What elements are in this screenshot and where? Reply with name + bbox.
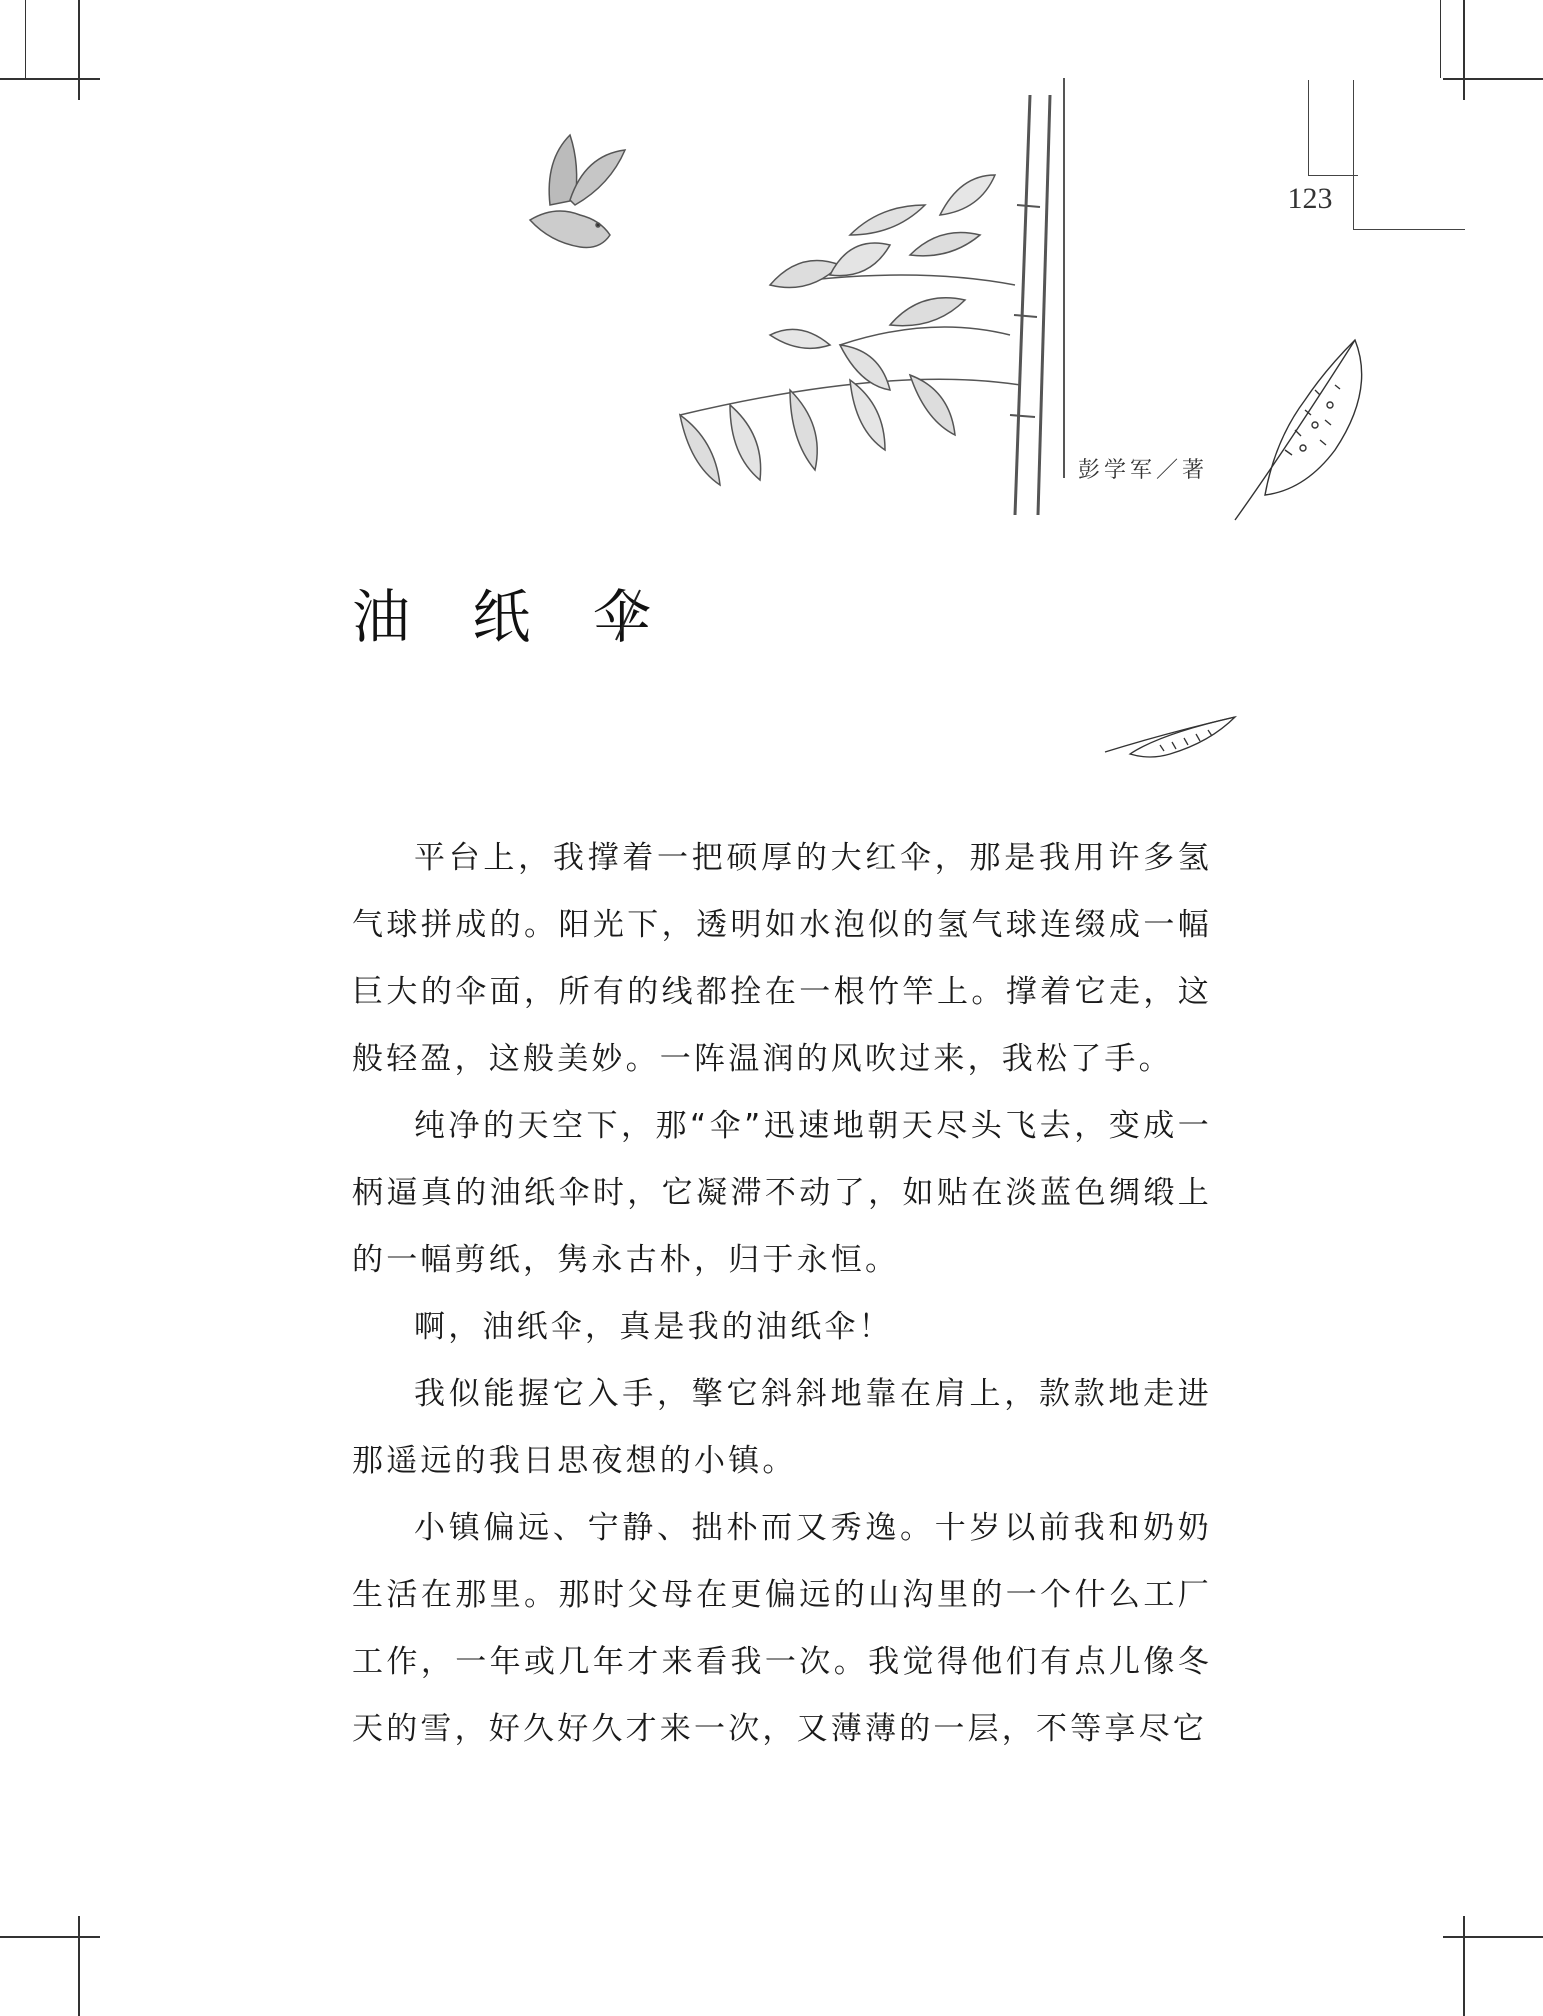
- page-bracket: [1353, 229, 1465, 230]
- page-bracket: [1308, 175, 1358, 176]
- bamboo-and-bird-sketch-icon: [510, 85, 1070, 515]
- page-number: 123: [1287, 182, 1333, 215]
- crop-mark: [1443, 78, 1543, 80]
- title-slash: [612, 588, 642, 643]
- author-rule: [1063, 78, 1065, 478]
- page-bracket: [1308, 80, 1309, 175]
- crop-mark: [0, 78, 100, 80]
- crop-mark: [78, 1916, 80, 2016]
- crop-mark: [25, 0, 26, 78]
- paragraph: 小镇偏远、宁静、拙朴而又秀逸。十岁以前我和奶奶生活在那里。那时父母在更偏远的山沟里的一个什么工厂工作，一年或几年才来看我一次。我觉得他们有点儿像冬天的雪，好久好久才来一次，又薄薄的一层，不等享尽它: [352, 1510, 1212, 1747]
- crop-mark: [78, 0, 80, 100]
- page-bracket: [1353, 80, 1354, 230]
- crop-mark: [0, 1936, 100, 1938]
- feather-icon: [1100, 712, 1240, 767]
- paragraph: 啊，油纸伞，真是我的油纸伞！: [414, 1309, 893, 1345]
- paragraph: 纯净的天空下，那“伞”迅速地朝天尽头飞去，变成一柄逼真的油纸伞时，它凝滞不动了，如贴在淡蓝色绸缎上的一幅剪纸，隽永古朴，归于永恒。: [352, 1108, 1212, 1278]
- crop-mark: [1463, 1916, 1465, 2016]
- feather-icon: [1225, 330, 1375, 530]
- author-credit: 彭学军／著: [1078, 458, 1209, 483]
- crop-mark: [1463, 0, 1465, 100]
- crop-mark: [1440, 0, 1441, 78]
- paragraph: 我似能握它入手，擎它斜斜地靠在肩上，款款地走进那遥远的我日思夜想的小镇。: [352, 1376, 1212, 1479]
- page-title: 油 纸 伞: [352, 583, 673, 651]
- paragraph: 平台上，我撑着一把硕厚的大红伞，那是我用许多氢气球拼成的。阳光下，透明如水泡似的氢气球连缀成一幅巨大的伞面，所有的线都拴在一根竹竿上。撑着它走，这般轻盈，这般美妙。一阵温润的风吹过来，我松了手。: [352, 840, 1212, 1077]
- article-body: [352, 825, 1212, 1763]
- crop-mark: [1443, 1936, 1543, 1938]
